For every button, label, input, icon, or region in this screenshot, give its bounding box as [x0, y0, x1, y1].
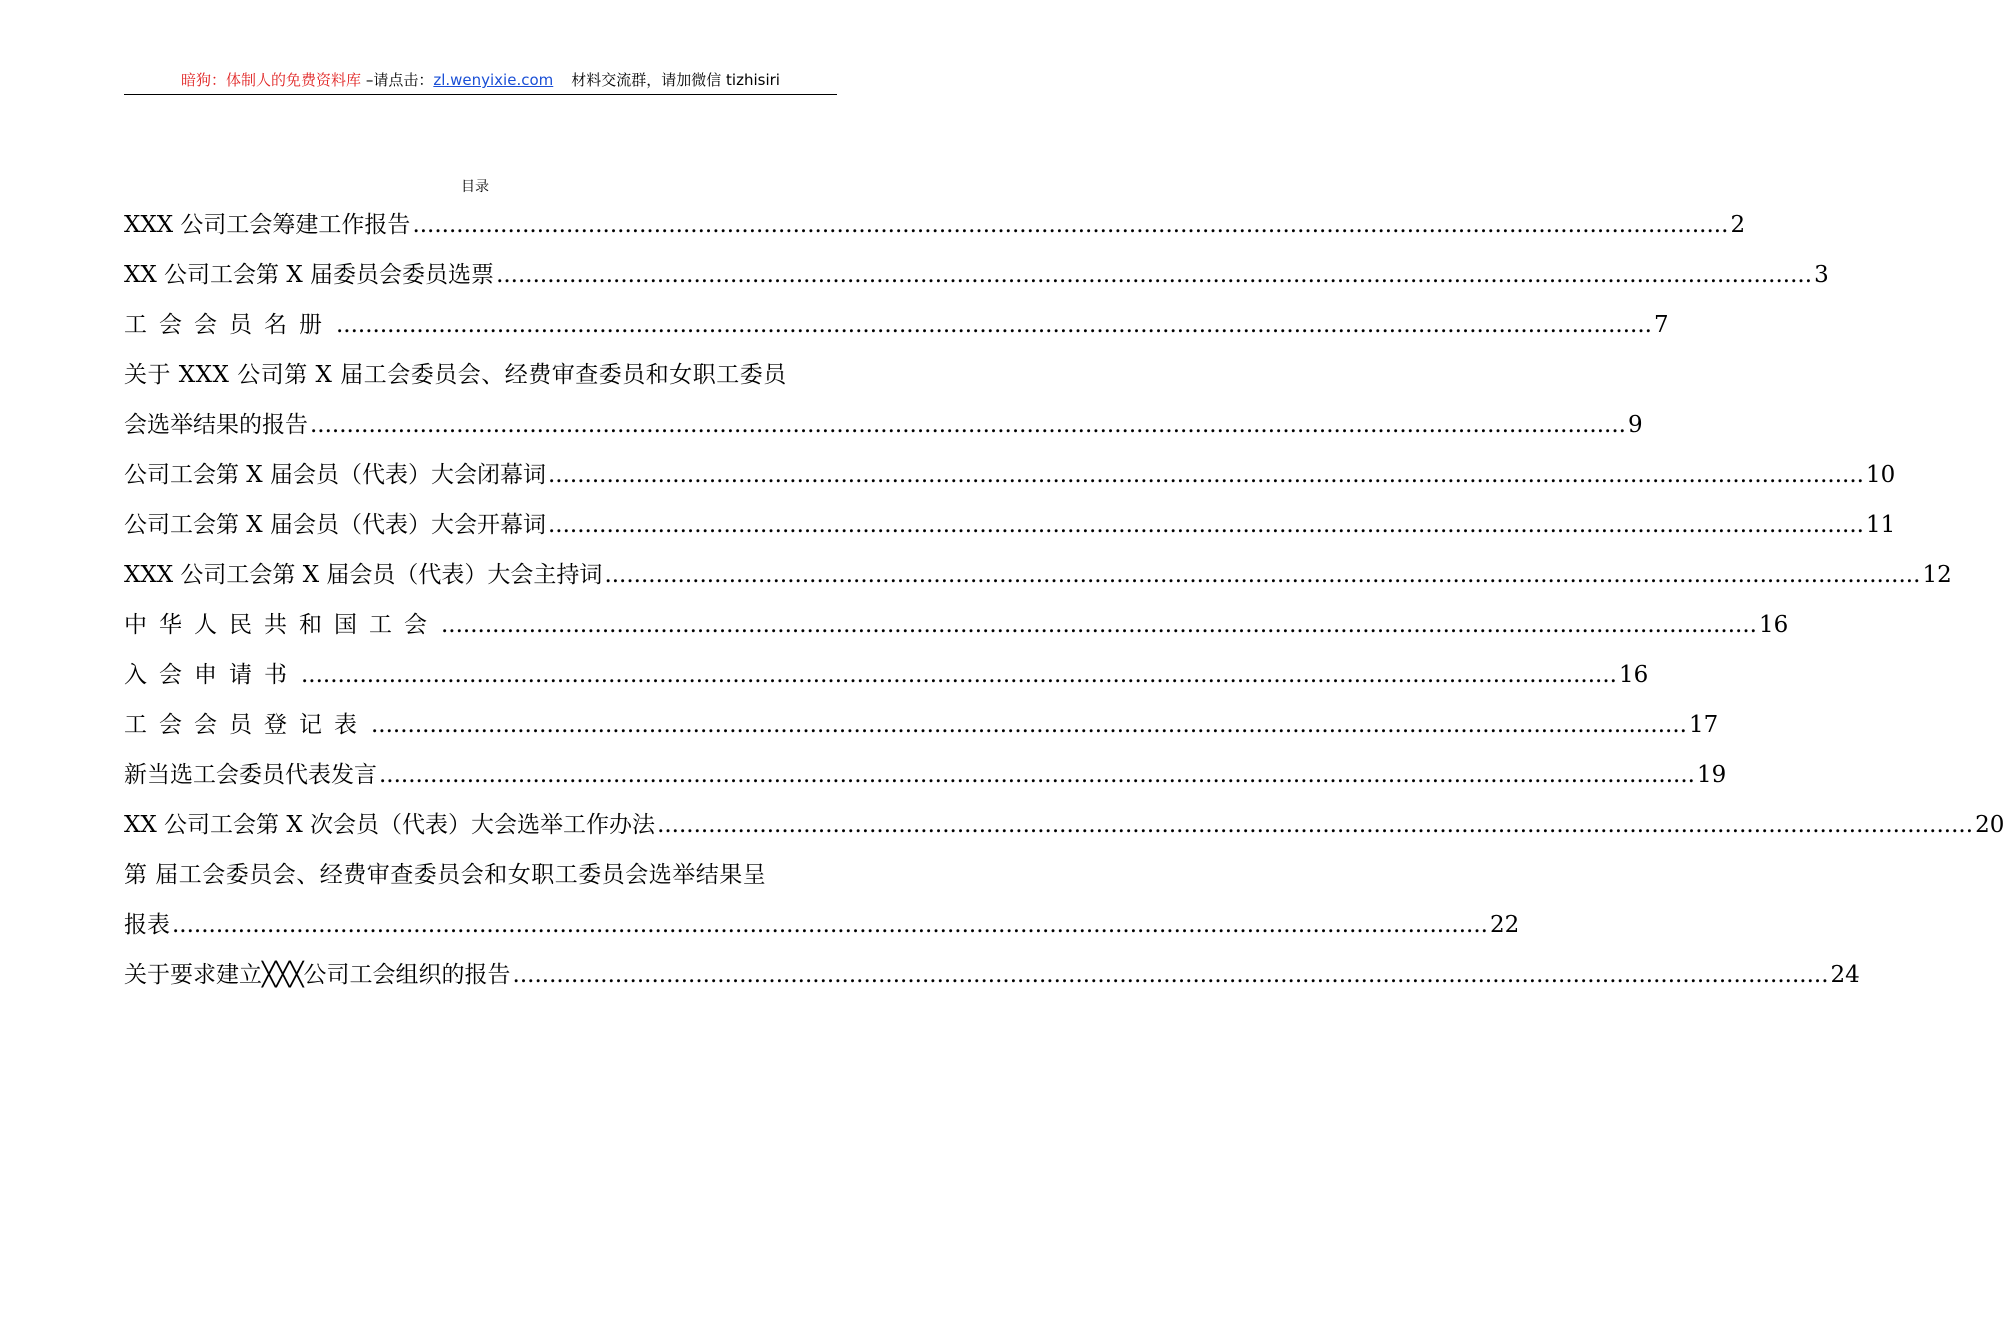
toc-page-number: 22	[1490, 912, 1520, 938]
toc-entry-title: 报表	[124, 912, 170, 938]
toc-entry-title: XX 公司工会第 X 届委员会委员选票	[124, 262, 495, 288]
toc-leader: ....................................................................................................................................................................................	[512, 962, 1829, 988]
toc-entry[interactable]	[124, 700, 1719, 750]
toc-page-number: 20	[1975, 812, 2004, 838]
toc-entry-title: XXX 公司工会第 X 届会员（代表）大会主持词	[124, 562, 603, 588]
toc-leader: ....................................................................................................................................................................................	[310, 412, 1626, 438]
toc-entry[interactable]	[124, 300, 1669, 350]
toc-entry[interactable]	[124, 350, 1643, 450]
toc-leader: ....................................................................................................................................................................................	[604, 562, 1921, 588]
toc-entry-title-line1: 关于 XXX 公司第 X 届工会委员会、经费审查委员和女职工委员	[124, 362, 787, 388]
toc-page-number: 12	[1922, 562, 1952, 588]
toc-page-number: 2	[1730, 212, 1746, 238]
page-header	[124, 68, 837, 95]
toc-leader: ....................................................................................................................................................................................	[548, 512, 1864, 538]
toc-page-number: 16	[1759, 612, 1789, 638]
toc-page-number: 3	[1814, 262, 1829, 288]
toc-leader: ....................................................................................................................................................................................	[336, 312, 1652, 338]
toc-entry-title: 中华人民共和国工会	[124, 612, 439, 638]
toc-entry[interactable]	[124, 750, 1727, 800]
toc-leader: ....................................................................................................................................................................................	[301, 662, 1617, 688]
toc-entry-title: 公司工会第 X 届会员（代表）大会开幕词	[124, 512, 546, 538]
toc-entry-title: 关于要求建立╳╳╳公司工会组织的报告	[124, 962, 511, 988]
toc-entry[interactable]	[124, 850, 1520, 950]
toc-leader: ....................................................................................................................................................................................	[496, 262, 1813, 288]
toc-page-number: 17	[1689, 712, 1719, 738]
toc-entry[interactable]	[124, 800, 2004, 850]
toc-entry[interactable]	[124, 550, 1952, 600]
toc-entry-title: XX 公司工会第 X 次会员（代表）大会选举工作办法	[124, 812, 656, 838]
toc-page-number: 9	[1628, 412, 1643, 438]
toc-entry-title: XXX 公司工会筹建工作报告	[124, 212, 411, 238]
toc-leader: ....................................................................................................................................................................................	[548, 462, 1864, 488]
toc-entry[interactable]	[124, 200, 1746, 250]
toc-entry[interactable]	[124, 500, 1896, 550]
toc-entry[interactable]	[124, 950, 1860, 1000]
toc-entry-title: 新当选工会委员代表发言	[124, 762, 377, 788]
toc-entry[interactable]	[124, 450, 1896, 500]
header-link[interactable]: zl.wenyixie.com	[433, 71, 554, 89]
toc-leader: ....................................................................................................................................................................................	[371, 712, 1687, 738]
toc-entry[interactable]	[124, 250, 1829, 300]
toc-leader: ....................................................................................................................................................................................	[379, 762, 1695, 788]
toc-leader: ....................................................................................................................................................................................	[657, 812, 1974, 838]
toc-page-number: 24	[1830, 962, 1860, 988]
toc-page-number: 16	[1619, 662, 1649, 688]
toc-page-number: 7	[1654, 312, 1669, 338]
toc-entry-title: 工会会员名册	[124, 312, 334, 338]
header-brand: 暗狗：体制人的免费资料库	[181, 71, 362, 89]
toc-page-number: 11	[1866, 512, 1896, 538]
toc-entry[interactable]	[124, 600, 1789, 650]
table-of-contents	[124, 200, 2004, 1000]
toc-entry-title-line1: 第 届工会委员会、经费审查委员会和女职工委员会选举结果呈	[124, 862, 767, 888]
toc-entry-title: 公司工会第 X 届会员（代表）大会闭幕词	[124, 462, 546, 488]
toc-entry-title: 工会会员登记表	[124, 712, 369, 738]
toc-entry-title: 会选举结果的报告	[124, 412, 308, 438]
header-prompt: –请点击：	[361, 71, 434, 89]
header-contact: 材料交流群，请加微信 tizhisiri	[571, 71, 780, 89]
toc-page-number: 19	[1697, 762, 1727, 788]
toc-entry-title: 入会申请书	[124, 662, 299, 688]
toc-title: 目录	[461, 179, 489, 195]
toc-page-number: 10	[1866, 462, 1896, 488]
toc-leader: ....................................................................................................................................................................................	[172, 912, 1488, 938]
toc-leader: ....................................................................................................................................................................................	[441, 612, 1757, 638]
toc-leader: ....................................................................................................................................................................................	[412, 212, 1729, 238]
toc-entry[interactable]	[124, 650, 1649, 700]
